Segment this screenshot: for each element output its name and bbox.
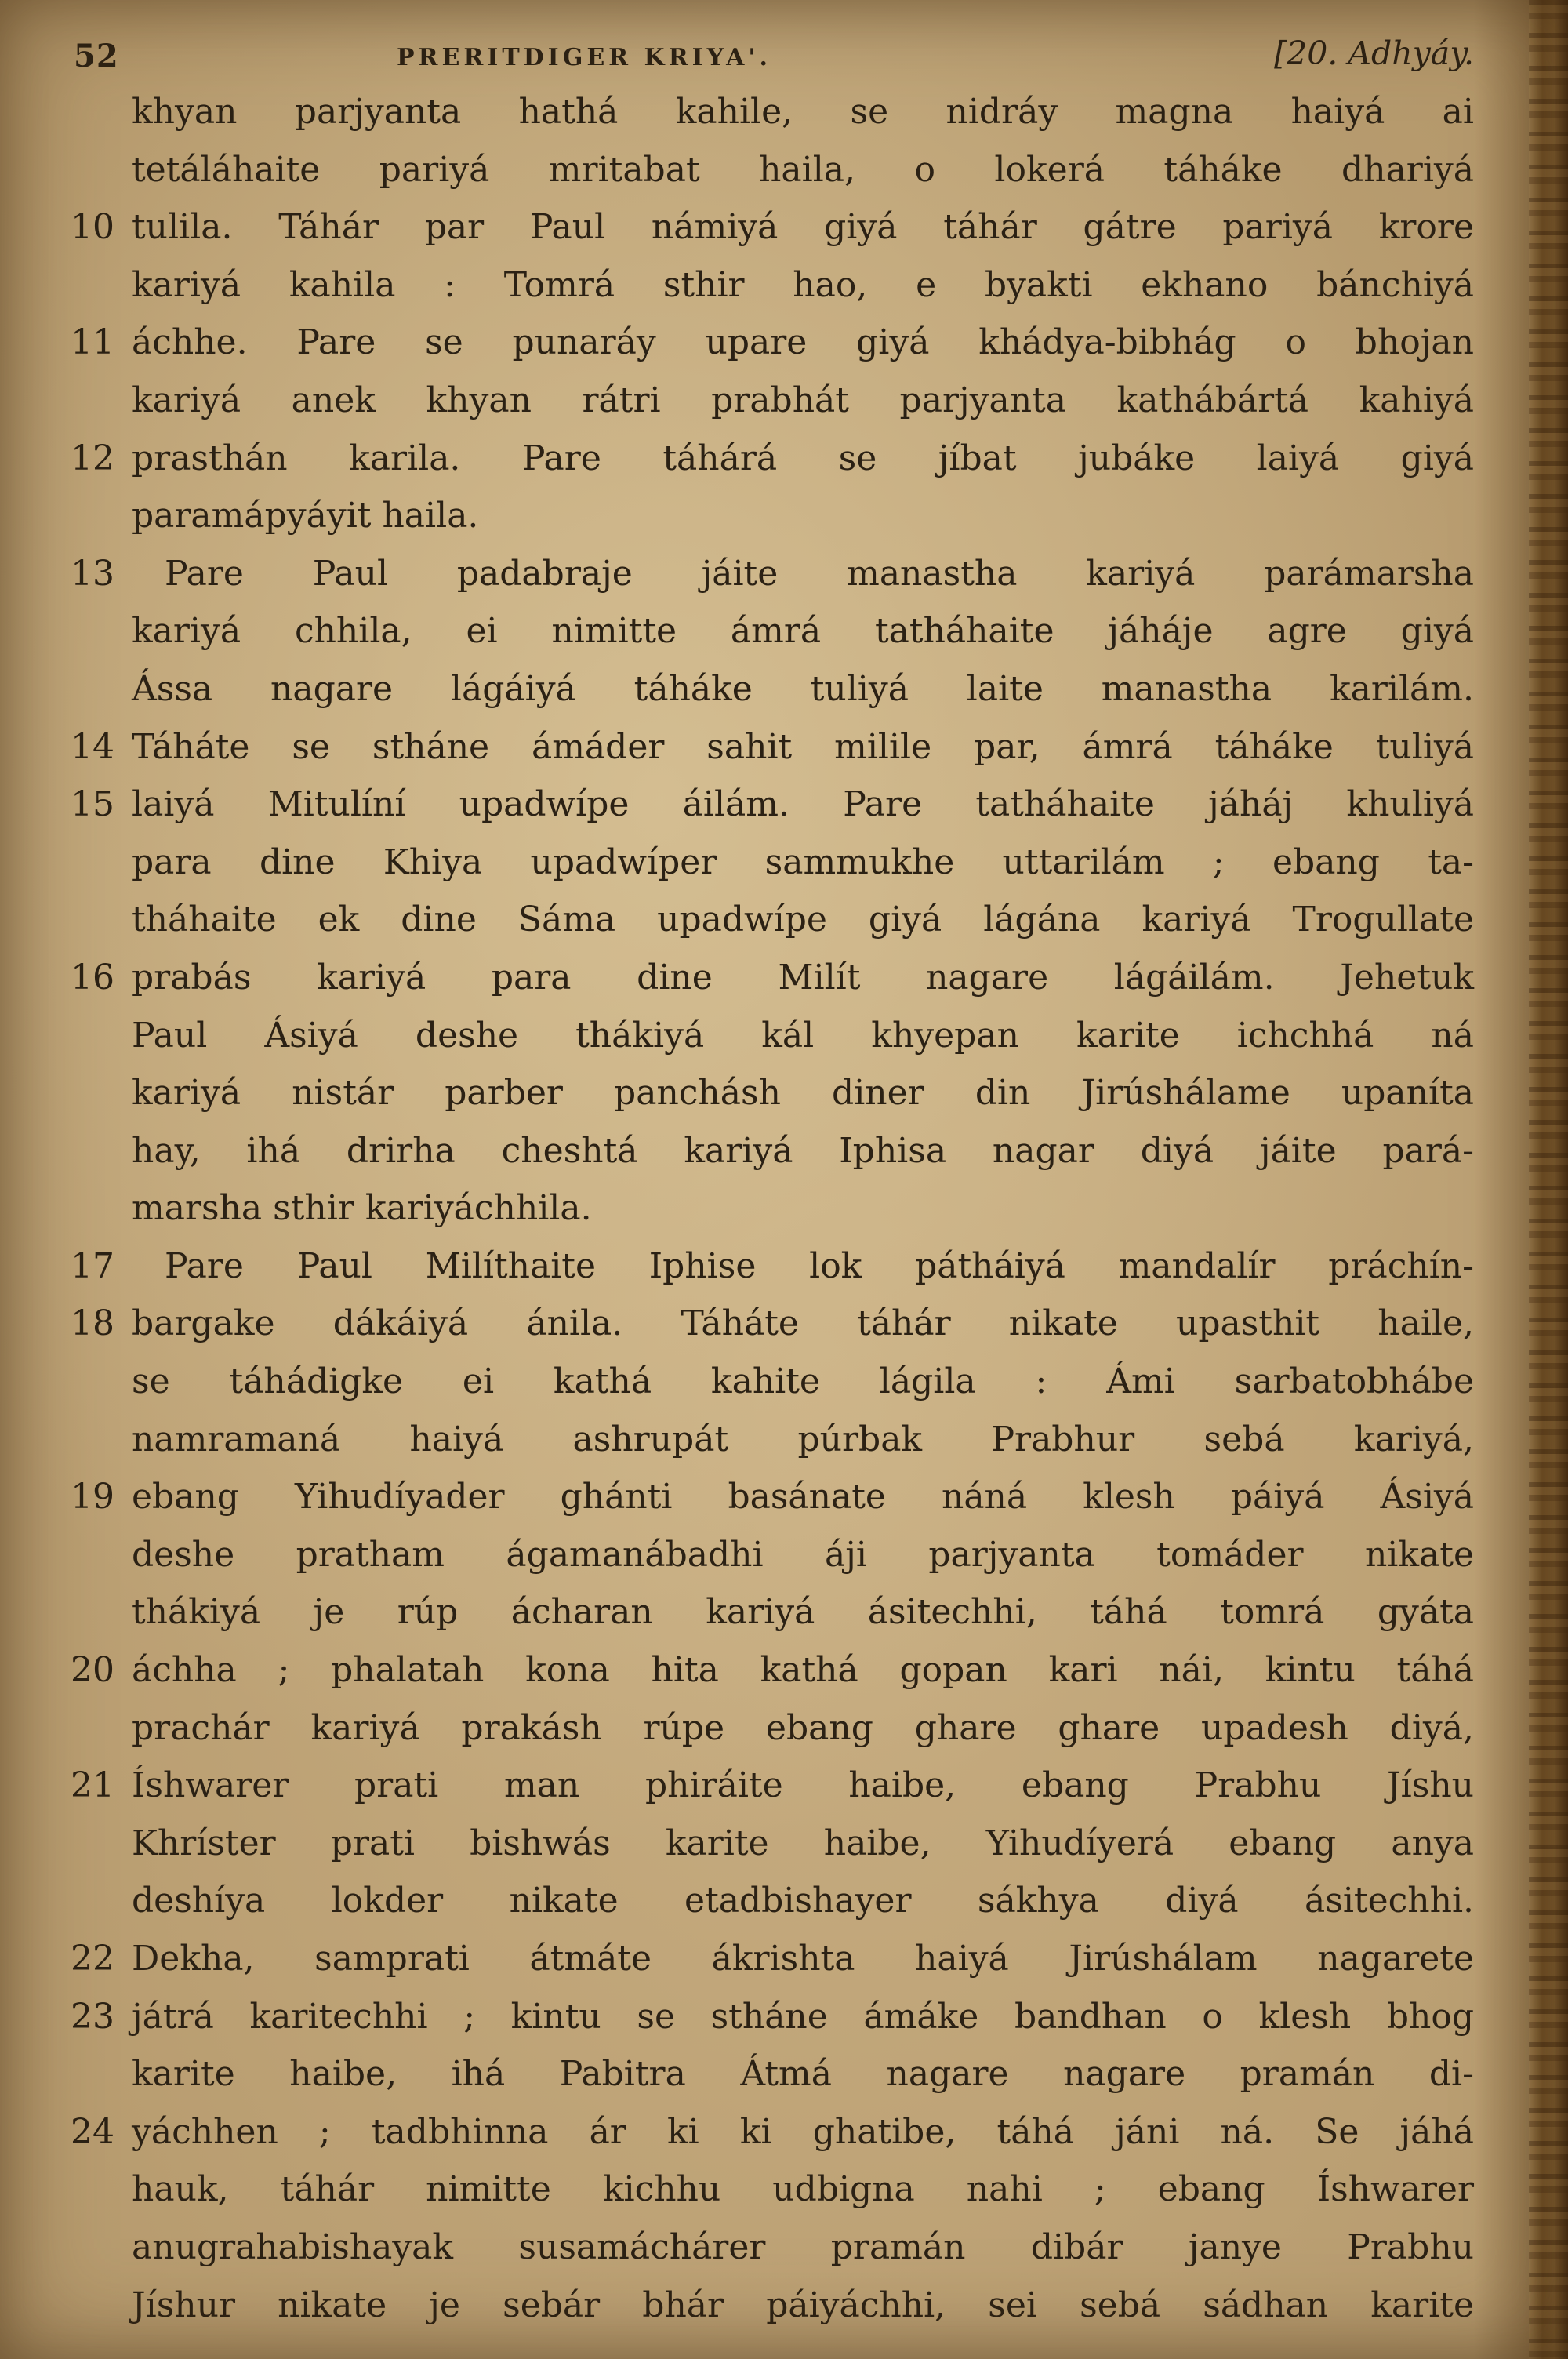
- text-line: [71, 256, 1474, 314]
- text-line: [71, 1353, 1474, 1411]
- verse-text: Paul Ásiyá deshe thákiyá kál khyepan karite ichchhá ná: [132, 1015, 1474, 1056]
- verse-number: 21: [71, 1765, 114, 1806]
- verse-number: 17: [71, 1245, 114, 1286]
- verse-text: tháhaite ek dine Sáma upadwípe giyá lágána kariyá Trogullate: [132, 900, 1474, 940]
- text-line: [71, 1295, 1474, 1353]
- text-line: [71, 718, 1474, 776]
- text-line: [71, 198, 1474, 256]
- verse-text: prasthán karila. Pare táhárá se jíbat jubáke laiyá giyá: [132, 438, 1474, 478]
- verse-text: prabás kariyá para dine Milít nagare lágáilám. Jehetuk: [132, 957, 1474, 998]
- verse-text: Ássa nagare lágáiyá táháke tuliyá laite manastha karilám.: [132, 668, 1474, 709]
- verse-number: 23: [71, 1996, 114, 2037]
- text-line: [71, 1757, 1474, 1815]
- verse-text: khyan parjyanta hathá kahile, se nidráy magna haiyá ai: [132, 92, 1474, 132]
- verse-text: marsha sthir kariyáchhila.: [132, 1188, 592, 1229]
- verse-text: Jíshur nikate je sebár bhár páiyáchhi, sei sebá sádhan karite: [132, 2284, 1474, 2325]
- text-line: [71, 1815, 1474, 1873]
- text-line: [71, 487, 1474, 545]
- verse-number: 14: [71, 726, 114, 767]
- verse-text: ebang Yihudíyader ghánti basánate náná klesh páiyá Ásiyá: [132, 1477, 1474, 1518]
- verse-text: hay, ihá drirha cheshtá kariyá Iphisa nagar diyá jáite pará-: [132, 1130, 1474, 1171]
- verse-number: 15: [71, 784, 114, 825]
- text-line: [71, 1180, 1474, 1238]
- verse-number: 22: [71, 1939, 114, 1979]
- verse-text: Khríster prati bishwás karite haibe, Yihudíyerá ebang anya: [132, 1823, 1474, 1863]
- verse-text: prachár kariyá prakásh rúpe ebang ghare ghare upadesh diyá,: [132, 1707, 1474, 1748]
- text-line: [71, 949, 1474, 1007]
- text-line: [71, 545, 1474, 603]
- text-line: [71, 430, 1474, 488]
- verse-number: 24: [71, 2111, 114, 2152]
- text-line: [71, 660, 1474, 718]
- verse-number: 19: [71, 1477, 114, 1518]
- text-line: [71, 1872, 1474, 1930]
- verse-text: karite haibe, ihá Pabitra Átmá nagare nagare pramán di-: [132, 2054, 1474, 2095]
- verse-text: áchhe. Pare se punaráy upare giyá khádya-bibhág o bhojan: [132, 322, 1474, 363]
- verse-text: bargake dákáiyá ánila. Táháte táhár nikate upasthit haile,: [132, 1303, 1474, 1344]
- text-line: [71, 83, 1474, 141]
- text-line: [71, 1583, 1474, 1641]
- page-header: [71, 31, 1474, 86]
- text-line: [71, 834, 1474, 892]
- text-line: [71, 1411, 1474, 1469]
- text-line: [71, 1468, 1474, 1526]
- text-line: [71, 602, 1474, 660]
- text-line: [71, 141, 1474, 199]
- book-page-edges: [1529, 0, 1568, 2359]
- text-line: [71, 1641, 1474, 1699]
- verse-text: se táhádigke ei kathá kahite lágila : Ámi sarbatobhábe: [132, 1361, 1474, 1402]
- page-number: 52: [74, 38, 119, 75]
- verse-text: namramaná haiyá ashrupát púrbak Prabhur sebá kariyá,: [132, 1419, 1474, 1459]
- text-line: [71, 776, 1474, 834]
- verse-number: 20: [71, 1650, 114, 1691]
- text-line: [71, 1930, 1474, 1988]
- verse-text: paramápyáyit haila.: [132, 496, 479, 536]
- verse-text: játrá karitechhi ; kintu se stháne ámáke bandhan o klesh bhog: [132, 1996, 1474, 2037]
- verse-text: Pare Paul padabraje jáite manastha kariyá parámarsha: [165, 553, 1474, 594]
- verse-number: 12: [71, 438, 114, 478]
- verse-text: kariyá chhila, ei nimitte ámrá tatháhaite jáháje agre giyá: [132, 611, 1474, 652]
- text-line: [71, 1526, 1474, 1584]
- verse-text: kariyá kahila : Tomrá sthir hao, e byakti ekhano bánchiyá: [132, 264, 1474, 305]
- verse-text: Pare Paul Milíthaite Iphise lok pátháiyá mandalír práchín-: [165, 1245, 1474, 1286]
- text-line: [71, 1007, 1474, 1065]
- text-body: [71, 83, 1474, 2334]
- text-line: [71, 1064, 1474, 1122]
- verse-text: laiyá Mitulíní upadwípe áilám. Pare tatháhaite jáháj khuliyá: [132, 784, 1474, 825]
- verse-text: kariyá nistár parber panchásh diner din Jirúshálame upaníta: [132, 1073, 1474, 1114]
- running-title: PRERITDIGER KRIYA'.: [397, 44, 771, 71]
- verse-text: anugrahabishayak susamáchárer pramán dibár janye Prabhu: [132, 2226, 1474, 2267]
- verse-text: para dine Khiya upadwíper sammukhe uttarilám ; ebang ta-: [132, 841, 1474, 882]
- verse-text: Dekha, samprati átmáte ákrishta haiyá Jirúshálam nagarete: [132, 1939, 1474, 1979]
- verse-text: hauk, táhár nimitte kichhu udbigna nahi ; ebang Íshwarer: [132, 2169, 1474, 2210]
- text-line: [71, 1699, 1474, 1757]
- verse-text: tulila. Táhár par Paul námiyá giyá táhár gátre pariyá krore: [132, 207, 1474, 248]
- verse-number: 13: [71, 553, 114, 594]
- verse-text: tetáláhaite pariyá mritabat haila, o lokerá táháke dhariyá: [132, 149, 1474, 190]
- text-line: [71, 372, 1474, 430]
- text-line: [71, 314, 1474, 372]
- verse-number: 10: [71, 207, 114, 248]
- verse-number: 18: [71, 1303, 114, 1344]
- verse-number: 11: [71, 322, 114, 363]
- text-line: [71, 2103, 1474, 2161]
- text-line: [71, 2161, 1474, 2219]
- text-line: [71, 2219, 1474, 2277]
- verse-text: yáchhen ; tadbhinna ár ki ki ghatibe, táhá jáni ná. Se jáhá: [132, 2111, 1474, 2152]
- page-curve-shadow: [1474, 0, 1529, 2359]
- text-line: [71, 1238, 1474, 1296]
- verse-number: 16: [71, 957, 114, 998]
- verse-text: Íshwarer prati man phiráite haibe, ebang Prabhu Jíshu: [132, 1765, 1474, 1806]
- text-line: [71, 1122, 1474, 1180]
- verse-text: thákiyá je rúp ácharan kariyá ásitechhi, táhá tomrá gyáta: [132, 1592, 1474, 1633]
- verse-text: deshe pratham ágamanábadhi áji parjyanta tomáder nikate: [132, 1534, 1474, 1575]
- text-line: [71, 891, 1474, 949]
- text-line: [71, 2277, 1474, 2335]
- text-line: [71, 2045, 1474, 2103]
- text-line: [71, 1988, 1474, 2046]
- verse-text: kariyá anek khyan rátri prabhát parjyanta kathábártá kahiyá: [132, 380, 1474, 420]
- verse-text: Táháte se stháne ámáder sahit milile par, ámrá táháke tuliyá: [132, 726, 1474, 767]
- chapter-reference: [20. Adhyáy.: [1274, 35, 1474, 72]
- verse-text: deshíya lokder nikate etadbishayer sákhya diyá ásitechhi.: [132, 1881, 1474, 1921]
- verse-text: áchha ; phalatah kona hita kathá gopan kari nái, kintu táhá: [132, 1650, 1474, 1691]
